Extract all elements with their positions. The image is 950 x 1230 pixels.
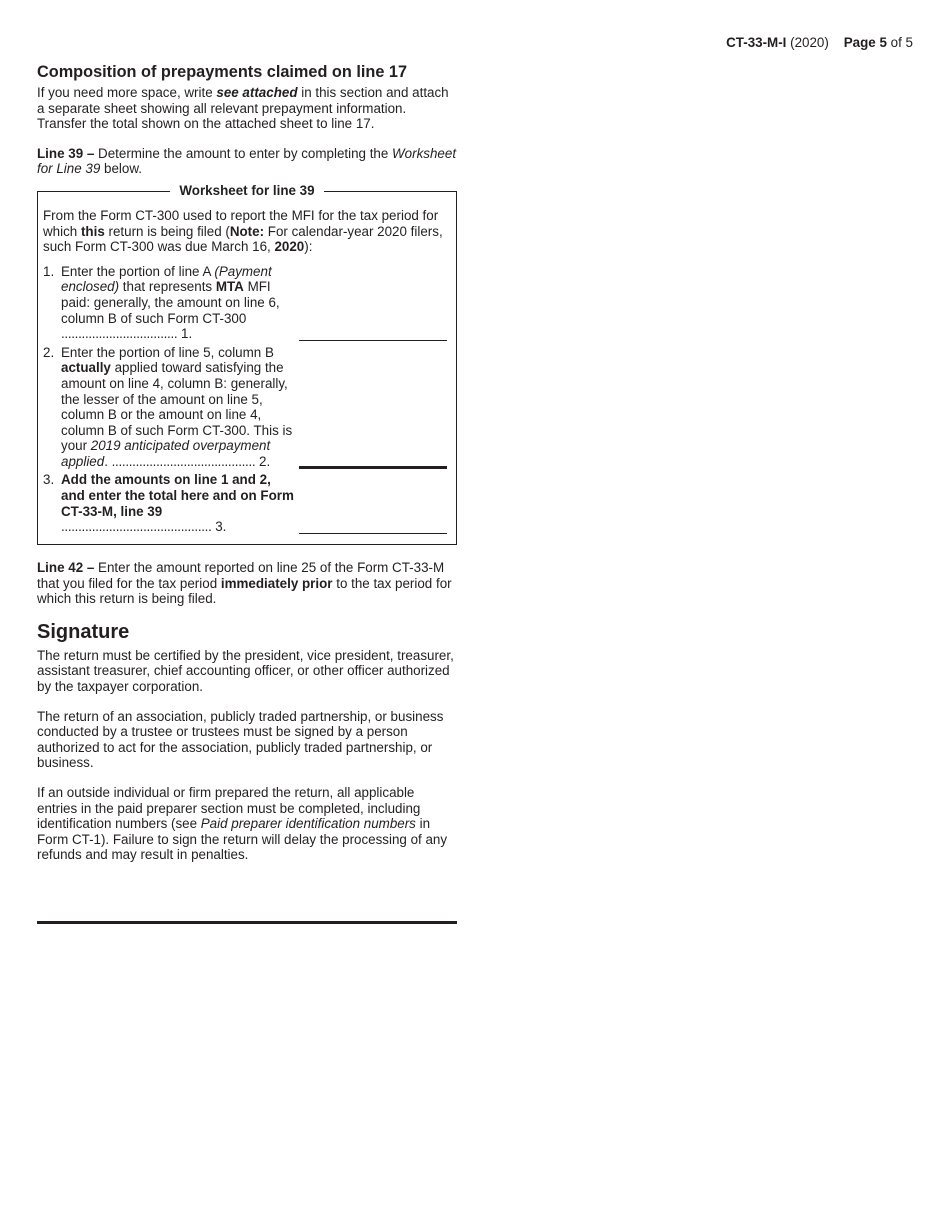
signature-paragraph-3: If an outside individual or firm prepared the return, all applicable entries in the paid preparer section must be completed, including identification numbers (see Paid preparer identification numbers in Form CT-1). Failure to sign the return will delay the processing of any refunds and may result in penalties. xyxy=(37,784,448,863)
main-column xyxy=(37,63,457,877)
bottom-rule xyxy=(37,921,457,924)
line39-paragraph: Line 39 – Determine the amount to enter by completing the Worksheet for Line 39 below. xyxy=(37,145,457,177)
worksheet-box xyxy=(37,182,457,545)
signature-heading: Signature xyxy=(37,620,130,643)
worksheet-line-1: 1. Enter the portion of line A (Payment enclosed) that represents MTA MFI paid: generally, the amount on line 6, column B of such Form CT-300 .................................. 1. xyxy=(43,264,451,342)
page-header xyxy=(726,35,913,51)
line-2-entry-field[interactable] xyxy=(299,466,447,469)
signature-paragraph-1: The return must be certified by the president, vice president, treasurer, assistant treasurer, chief accounting officer, or other officer authorized by the taxpayer corporation. xyxy=(37,647,454,694)
form-year: (2020) xyxy=(790,35,829,50)
page-label: Page 5 xyxy=(843,35,887,50)
signature-paragraph-2: The return of an association, publicly traded partnership, or business conducted by a trustee or trustees must be signed by a person authorized to act for the association, publicly traded partnership, or business. xyxy=(37,708,444,771)
worksheet-line-3: 3. Add the amounts on line 1 and 2, and enter the total here and on Form CT-33-M, line 39 ............................................ 3. xyxy=(43,472,451,534)
worksheet-intro: From the Form CT-300 used to report the MFI for the tax period for which this return is being filed (Note: For calendar-year 2020 filers, such Form CT-300 was due March 16, 2020): xyxy=(43,207,443,255)
prepayments-paragraph: If you need more space, write see attached in this section and attach a separate sheet showing all relevant prepayment information. Transfer the total shown on the attached sheet to line 17. xyxy=(37,85,449,132)
worksheet-title: Worksheet for line 39 xyxy=(170,183,323,198)
page-total: of 5 xyxy=(890,35,913,50)
line-1-entry-field[interactable] xyxy=(299,340,447,341)
worksheet-line-2: 2. Enter the portion of line 5, column B actually applied toward satisfying the amount on line 4, column B: generally, the lesser of the amount on line 5, column B or the amount on line 4, column B of such Form CT-300. This is your 2019 anticipated overpayment applied. .......................................... 2. xyxy=(43,345,451,470)
form-id: CT-33-M-I xyxy=(726,35,787,50)
prepayments-heading: Composition of prepayments claimed on line 17 xyxy=(37,63,408,81)
line-3-entry-field[interactable] xyxy=(299,533,447,534)
line42-paragraph: Line 42 – Enter the amount reported on line 25 of the Form CT-33-M that you filed for the tax period immediately prior to the tax period for which this return is being filed. xyxy=(37,559,452,607)
